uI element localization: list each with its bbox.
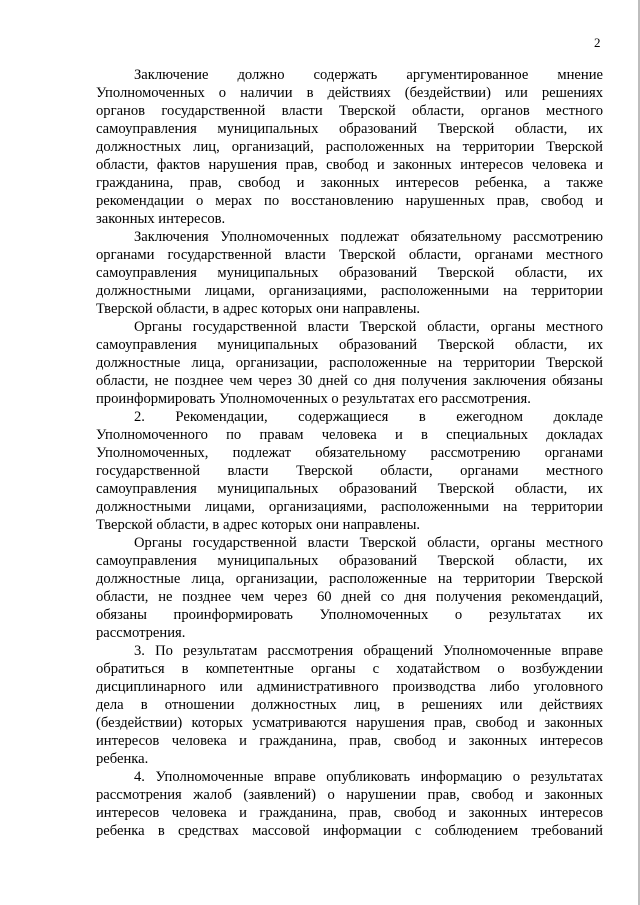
- text-line: 4. Уполномоченные вправе опубликовать информацию о результатах: [134, 769, 603, 785]
- text-line: 2. Рекомендации, содержащиеся в ежегодном докладе: [134, 409, 603, 425]
- text-line: области, фактов нарушения прав, свобод и законных интересов человека и: [96, 157, 603, 173]
- text-line: интересов человека и гражданина, прав, свобод и законных интересов: [96, 805, 603, 821]
- text-line: проинформировать Уполномоченных о результатах его рассмотрения.: [96, 391, 531, 407]
- text-line: 3. По результатам рассмотрения обращений Уполномоченные вправе: [134, 643, 603, 659]
- text-line: самоуправления муниципальных образований Тверской области, их: [96, 337, 603, 353]
- text-line: Уполномоченных, подлежат обязательному рассмотрению органами: [96, 445, 603, 461]
- text-line: самоуправления муниципальных образований Тверской области, их: [96, 121, 603, 137]
- text-line: органами государственной власти Тверской области, органами местного: [96, 247, 603, 263]
- text-line: интересов человека и гражданина, прав, свобод и законных интересов: [96, 733, 603, 749]
- text-line: дела в отношении должностных лиц, в решениях или действиях: [96, 697, 603, 713]
- text-line: рассмотрения.: [96, 625, 186, 641]
- text-line: должностными лицами, организациями, расположенными на территории: [96, 499, 603, 515]
- text-line: самоуправления муниципальных образований Тверской области, их: [96, 265, 603, 281]
- text-line: Тверской области, в адрес которых они направлены.: [96, 517, 421, 533]
- text-line: Тверской области, в адрес которых они направлены.: [96, 301, 421, 317]
- text-line: обязаны проинформировать Уполномоченных о результатах их: [96, 607, 603, 623]
- text-line: рассмотрения жалоб (заявлений) о нарушении прав, свобод и законных: [96, 787, 603, 803]
- text-line: Органы государственной власти Тверской области, органы местного: [134, 319, 603, 335]
- text-line: рекомендации о мерах по восстановлению нарушенных прав, свобод и: [96, 193, 603, 209]
- text-line: должностных лиц, организаций, расположенных на территории Тверской: [96, 139, 603, 155]
- text-line: должностные лица, организации, расположенные на территории Тверской: [96, 571, 603, 587]
- text-line: законных интересов.: [96, 211, 226, 227]
- text-line: Заключения Уполномоченных подлежат обязательному рассмотрению: [134, 229, 603, 245]
- text-line: ребенка в средствах массовой информации с соблюдением требований: [96, 823, 603, 839]
- text-line: обратиться в компетентные органы с ходатайством о возбуждении: [96, 661, 603, 677]
- text-line: Заключение должно содержать аргументированное мнение: [134, 67, 603, 83]
- text-line: ребенка.: [96, 751, 149, 767]
- page-number: 2: [594, 35, 601, 50]
- text-line: области, не позднее чем через 60 дней со дня получения рекомендаций,: [96, 589, 603, 605]
- text-line: (бездействии) которых усматриваются нарушения прав, свобод и законных: [96, 715, 603, 731]
- text-line: Уполномоченных о наличии в действиях (бездействии) или решениях: [96, 85, 603, 101]
- text-line: должностными лицами, организациями, расположенными на территории: [96, 283, 603, 299]
- text-line: дисциплинарного или административного производства либо уголовного: [96, 679, 603, 695]
- text-line: государственной власти Тверской области, органами местного: [96, 463, 603, 479]
- text-line: гражданина, прав, свобод и законных интересов ребенка, а также: [96, 175, 603, 191]
- text-line: Органы государственной власти Тверской области, органы местного: [134, 535, 603, 551]
- text-line: самоуправления муниципальных образований Тверской области, их: [96, 553, 603, 569]
- text-line: должностные лица, организации, расположенные на территории Тверской: [96, 355, 603, 371]
- text-line: Уполномоченного по правам человека и в специальных докладах: [96, 427, 603, 443]
- text-line: самоуправления муниципальных образований Тверской области, их: [96, 481, 603, 497]
- text-line: области, не позднее чем через 30 дней со дня получения заключения обязаны: [96, 373, 603, 389]
- text-line: органов государственной власти Тверской области, органов местного: [96, 103, 603, 119]
